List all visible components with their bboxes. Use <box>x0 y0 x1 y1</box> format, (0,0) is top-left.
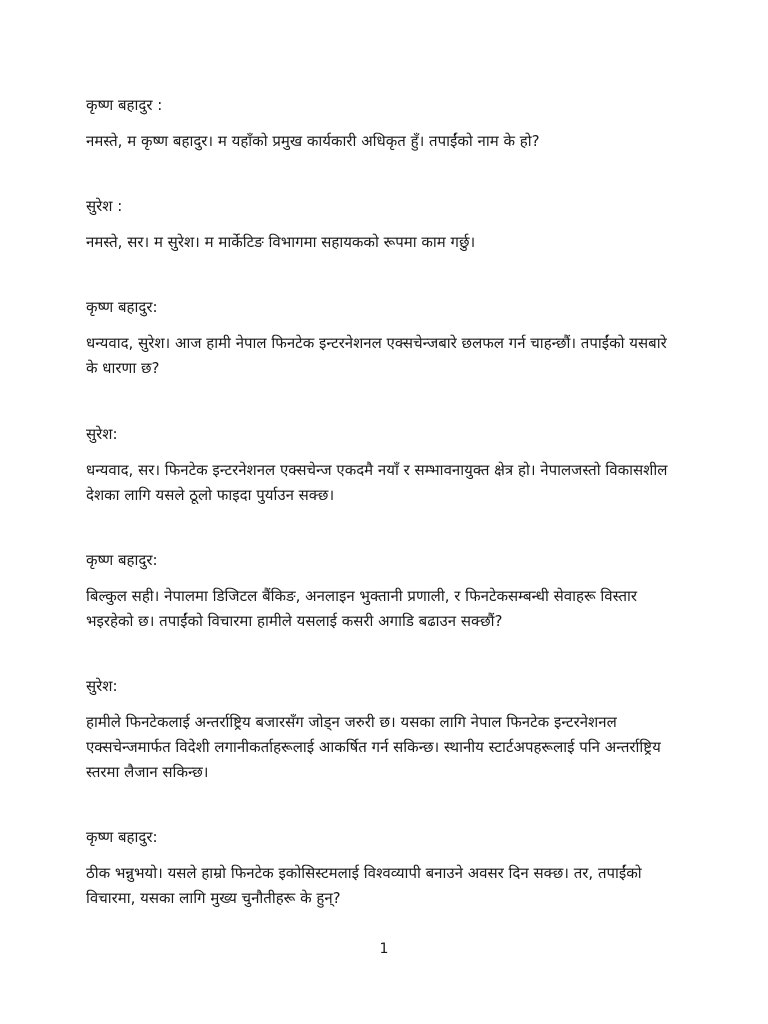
document-page <box>86 0 676 1024</box>
dialogue-turn <box>86 94 676 154</box>
speech-text: नमस्ते, सर। म सुरेश। म मार्केटिङ विभागमा सहायकको रूपमा काम गर्छु। <box>86 233 476 251</box>
dialogue-turn <box>86 826 676 911</box>
speech-text: धन्यवाद, सुरेश। आज हामी नेपाल फिनटेक इन्टरनेशनल एक्सचेन्जबारे छलफल गर्न चाहन्छौं। तपाईंको यसबारे के धारणा छ? <box>86 334 667 377</box>
speech-text: ठीक भन्नुभयो। यसले हाम्रो फिनटेक इकोसिस्टमलाई विश्वव्यापी बनाउने अवसर दिन सक्छ। तर, तपाईंको विचारमा, यसका लागि मुख्य चुनौतीहरू के हुन्? <box>86 864 642 907</box>
dialogue-turn <box>86 195 676 255</box>
speaker-name: सुरेश: <box>86 677 118 695</box>
speaker-name: कृष्ण बहादुर : <box>86 96 163 114</box>
dialogue-turn <box>86 549 676 634</box>
speaker-name: कृष्ण बहादुर: <box>86 298 158 316</box>
speech-text: धन्यवाद, सर। फिनटेक इन्टरनेशनल एक्सचेन्ज एकदमै नयाँ र सम्भावनायुक्त क्षेत्र हो। नेपालजस्तो विकासशील देशका लागि यसले ठूलो फाइदा पुर्याउन सक्छ। <box>86 461 668 504</box>
dialogue-turn <box>86 675 676 785</box>
speech-text: नमस्ते, म कृष्ण बहादुर। म यहाँको प्रमुख कार्यकारी अधिकृत हुँ। तपाईंको नाम के हो? <box>86 132 540 150</box>
dialogue-turn <box>86 296 676 381</box>
speech-text: बिल्कुल सही। नेपालमा डिजिटल बैंकिङ, अनलाइन भुक्तानी प्रणाली, र फिनटेकसम्बन्धी सेवाहरू विस्तार भइरहेको छ। तपाईंको विचारमा हामीले यसलाई कसरी अगाडि बढाउन सक्छौं? <box>86 587 638 630</box>
speaker-name: सुरेश: <box>86 425 118 443</box>
speaker-name: कृष्ण बहादुर: <box>86 551 158 569</box>
speech-text: हामीले फिनटेकलाई अन्तर्राष्ट्रिय बजारसँग जोड्न जरुरी छ। यसका लागि नेपाल फिनटेक इन्टरनेशनल एक्सचेन्जमार्फत विदेशी लगानीकर्ताहरूलाई आकर्षित गर्न सकिन्छ। स्थानीय स्टार्टअपहरूलाई पनि अन्तर्राष्ट्रिय स्तरमा लैजान सकिन्छ। <box>86 713 661 781</box>
speaker-name: कृष्ण बहादुर: <box>86 828 158 846</box>
dialogue-turn <box>86 423 676 508</box>
page-number: 1 <box>379 941 389 957</box>
speaker-name: सुरेश : <box>86 197 123 215</box>
